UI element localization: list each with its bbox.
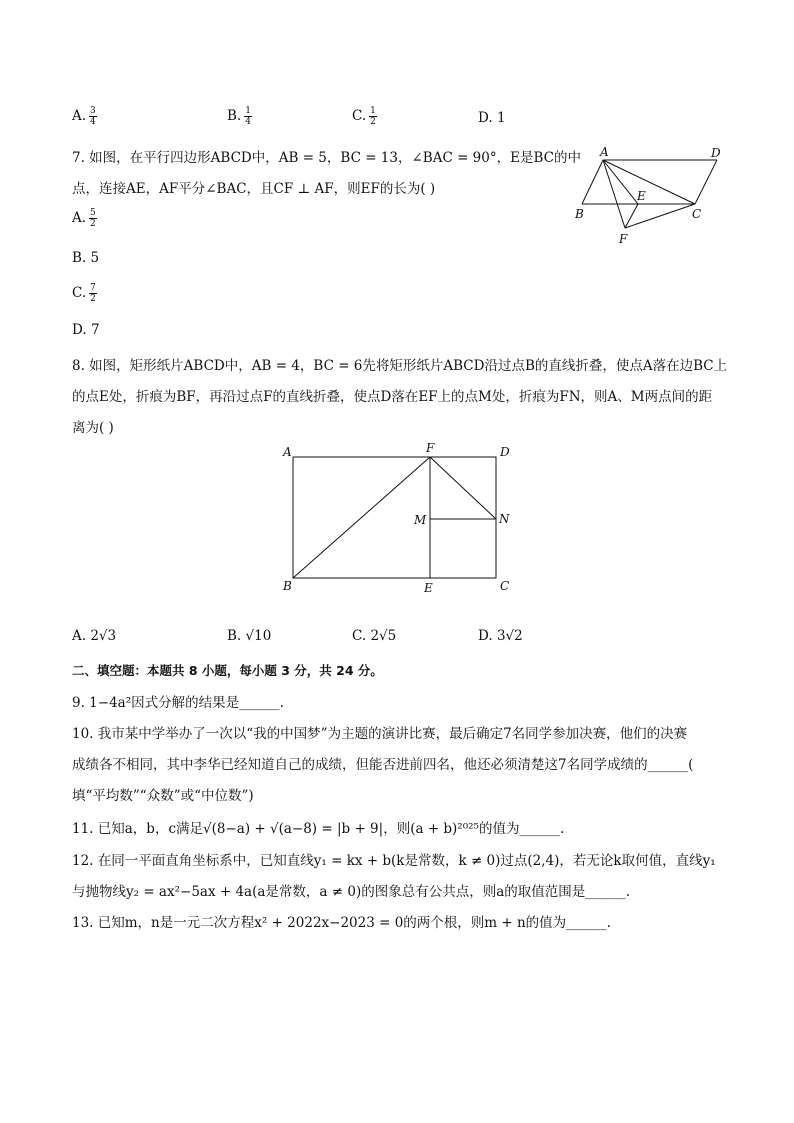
fraction xyxy=(89,208,97,229)
q11-text: 11. 已知a，b，c满足√(8−a) + √(a−8) = |b + 9|，则(a + b)²⁰²⁵的值为______. xyxy=(72,821,565,837)
segment-ae xyxy=(603,160,638,204)
numerator: 1 xyxy=(245,106,251,116)
segment-fn xyxy=(430,457,496,519)
label-d: D xyxy=(500,445,510,459)
q6-option-c xyxy=(352,106,377,127)
segment-dc xyxy=(695,160,717,204)
label-f: F xyxy=(426,441,435,455)
q6-option-b xyxy=(227,106,252,127)
option-label: B. xyxy=(227,108,242,124)
option-value: √10 xyxy=(245,628,272,644)
option-label: C. xyxy=(352,628,367,644)
option-label: D. xyxy=(478,110,493,126)
option-label: C. xyxy=(72,285,87,301)
fraction xyxy=(369,106,377,127)
q9-text: 9. 1−4a²因式分解的结果是______. xyxy=(72,695,284,711)
option-label: B. xyxy=(72,250,87,266)
denominator: 2 xyxy=(90,294,96,304)
label-b: B xyxy=(575,207,584,221)
label-c: C xyxy=(500,579,510,593)
q8-text-line-1: 8. 如图，矩形纸片ABCD中，AB = 4，BC = 6先将矩形纸片ABCD沿过点B的直线折叠，使点A落在边BC上 xyxy=(72,358,728,374)
option-value: 5 xyxy=(90,250,100,266)
q6-option-d xyxy=(478,110,506,126)
option-value: 1 xyxy=(496,110,506,126)
q12-text-line-2: 与抛物线y₂ = ax²−5ax + 4a(a是常数，a ≠ 0)的图象总有公共点，则a的取值范围是______. xyxy=(72,884,631,900)
segment-ab xyxy=(582,160,603,204)
fraction xyxy=(89,283,97,304)
q8-option-d xyxy=(478,628,523,644)
q12-text-line-1: 12. 在同一平面直角坐标系中，已知直线y₁ = kx + b(k是常数，k ≠ 0)过点(2,4)，若无论k取何值，直线y₁ xyxy=(72,853,716,869)
option-label: A. xyxy=(72,210,87,226)
q8-rectangle-figure xyxy=(278,440,518,600)
label-a: A xyxy=(283,445,292,459)
q8-text-line-3: 离为( ) xyxy=(72,420,114,436)
option-label: D. xyxy=(478,628,493,644)
numerator: 5 xyxy=(90,208,96,218)
q8-text-line-2: 的点E处，折痕为BF，再沿过点F的直线折叠，使点D落在EF上的点M处，折痕为FN，则A、M两点间的距 xyxy=(72,389,713,405)
q8-option-c xyxy=(352,628,396,644)
fraction xyxy=(89,106,97,127)
option-label: A. xyxy=(72,108,87,124)
q7-option-a xyxy=(72,208,97,229)
label-f: F xyxy=(619,232,628,246)
label-c: C xyxy=(692,207,702,221)
q7-text-line-1: 7. 如图，在平行四边形ABCD中，AB = 5，BC = 13，∠BAC = 90°，E是BC的中 xyxy=(72,150,581,166)
label-b: B xyxy=(283,579,292,593)
q10-text-line-3: 填“平均数”“众数”或“中位数”) xyxy=(72,788,254,804)
q13-text: 13. 已知m，n是一元二次方程x² + 2022x−2023 = 0的两个根，则m + n的值为______. xyxy=(72,915,611,931)
rectangle-abcd xyxy=(293,457,496,578)
denominator: 2 xyxy=(370,117,376,127)
label-a: A xyxy=(600,145,609,159)
option-value: 2√5 xyxy=(370,628,397,644)
q6-option-a xyxy=(72,106,97,127)
label-n: N xyxy=(499,512,510,526)
option-value: 7 xyxy=(90,322,100,338)
segment-bf xyxy=(293,457,430,578)
q7-text-line-2: 点，连接AE，AF平分∠BAC，且CF ⊥ AF，则EF的长为( ) xyxy=(72,181,436,197)
q7-option-d xyxy=(72,322,100,338)
option-value: 2√3 xyxy=(90,628,117,644)
label-d: D xyxy=(711,146,721,160)
option-label: C. xyxy=(352,108,367,124)
q10-text-line-2: 成绩各不相同，其中李华已经知道自己的成绩，但能否进前四名，他还必须清楚这7名同学成绩的______( xyxy=(72,757,694,773)
q7-option-c xyxy=(72,283,97,304)
section-heading-fill-in: 二、填空题：本题共 8 小题，每小题 3 分，共 24 分。 xyxy=(72,663,383,678)
q7-parallelogram-figure xyxy=(570,142,730,252)
q8-option-a xyxy=(72,628,116,644)
numerator: 3 xyxy=(90,106,96,116)
option-label: A. xyxy=(72,628,87,644)
segment-af xyxy=(603,160,625,228)
label-e: E xyxy=(637,189,646,203)
q8-option-b xyxy=(227,628,271,644)
numerator: 7 xyxy=(90,283,96,293)
segment-ac xyxy=(603,160,695,204)
denominator: 4 xyxy=(90,117,96,127)
denominator: 2 xyxy=(90,219,96,229)
q10-text-line-1: 10. 我市某中学举办了一次以“我的中国梦”为主题的演讲比赛，最后确定7名同学参加决赛，他们的决赛 xyxy=(72,726,688,742)
denominator: 4 xyxy=(245,117,251,127)
option-value: 3√2 xyxy=(496,628,523,644)
option-label: D. xyxy=(72,322,87,338)
label-e: E xyxy=(424,581,433,595)
fraction xyxy=(244,106,252,127)
q7-option-b xyxy=(72,250,99,266)
numerator: 1 xyxy=(370,106,376,116)
option-label: B. xyxy=(227,628,242,644)
label-m: M xyxy=(414,513,427,527)
